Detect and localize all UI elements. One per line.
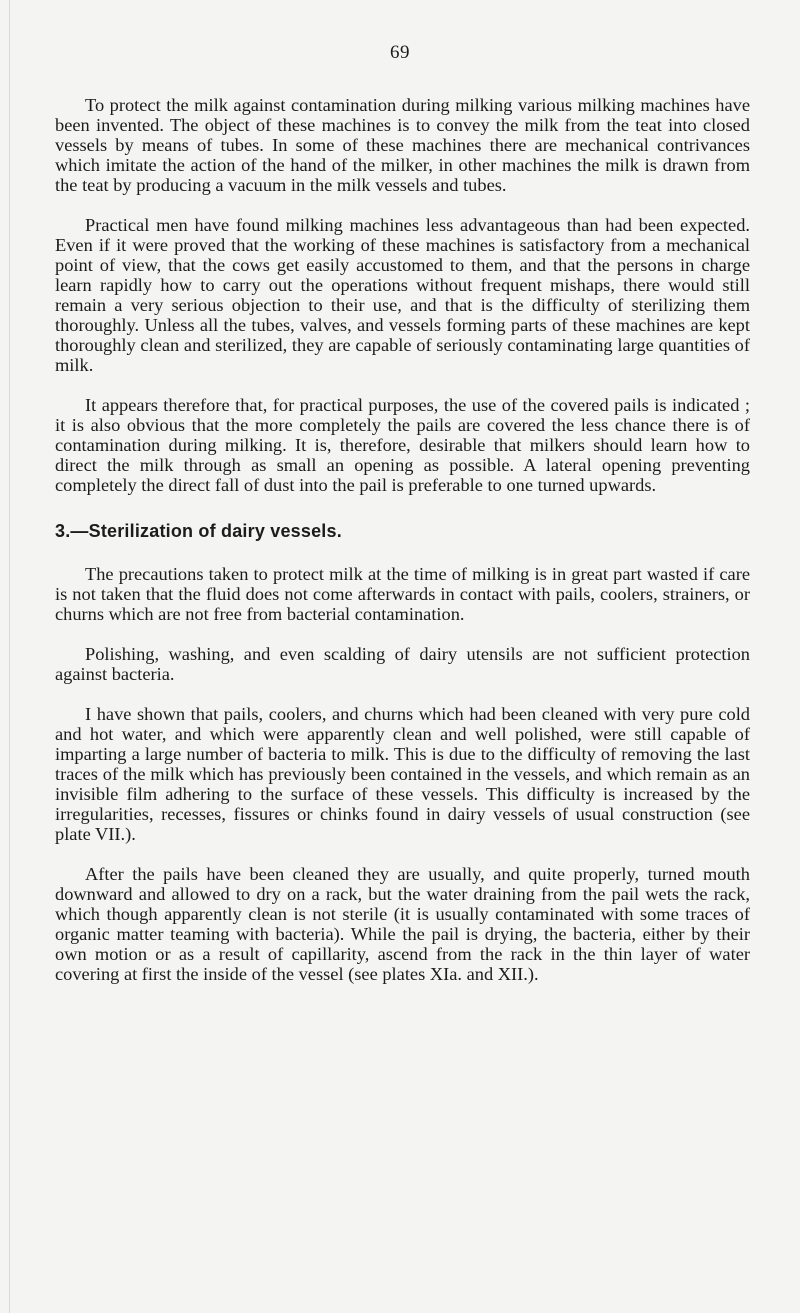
paragraph-drying-rack: After the pails have been cleaned they are usually, and quite properly, turned mouth downward and allowed to dry on a rack, but the water draining from the pail wets the rack, which though apparently clean is not sterile (it is usually contaminated with some traces of organic matter teaming with bacteria). While the pail is drying, the bacteria, either by their own motion or as a result of capillarity, ascend from the rack in the thin layer of water covering at first the inside of the vessel (see plates XIa. and XII.). xyxy=(55,864,750,984)
paragraph-milking-machines: To protect the milk against contamination during milking various milking machines have been invented. The object of these machines is to convey the milk from the teat into closed vessels by means of tubes. In some of these machines there are mechanical contrivances which imitate the action of the hand of the milker, in other machines the milk is drawn from the teat by producing a vacuum in the milk vessels and tubes. xyxy=(55,95,750,195)
body-text xyxy=(55,95,750,984)
paragraph-polishing: Polishing, washing, and even scalding of dairy utensils are not sufficient protection against bacteria. xyxy=(55,644,750,684)
page-number: 69 xyxy=(390,42,410,63)
paragraph-practical-objections: Practical men have found milking machines less advantageous than had been expected. Even if it were proved that the working of these machines is satisfactory from a mechanical point of view, that the cows get easily accustomed to them, and that the persons in charge learn rapidly how to carry out the operations without frequent mishaps, there would still remain a very serious objection to their use, and that is the difficulty of sterilizing them thoroughly. Unless all the tubes, valves, and vessels forming parts of these machines are kept thoroughly clean and sterilized, they are capable of seriously contaminating large quantities of milk. xyxy=(55,215,750,375)
paragraph-precautions: The precautions taken to protect milk at the time of milking is in great part wasted if care is not taken that the fluid does not come afterwards in contact with pails, coolers, strainers, or churns which are not free from bacterial contamination. xyxy=(55,564,750,624)
paragraph-covered-pails: It appears therefore that, for practical purposes, the use of the covered pails is indicated ; it is also obvious that the more completely the pails are covered the less chance there is of contamination during milking. It is, therefore, desirable that milkers should learn how to direct the milk through as small an opening as possible. A lateral opening preventing completely the direct fall of dust into the pail is preferable to one turned upwards. xyxy=(55,395,750,495)
page-edge-line xyxy=(9,0,10,1313)
paragraph-bacteria-film: I have shown that pails, coolers, and churns which had been cleaned with very pure cold and hot water, and which were apparently clean and well polished, were still capable of imparting a large number of bacteria to milk. This is due to the difficulty of removing the last traces of the milk which has previously been contained in the vessels, and which remain as an invisible film adhering to the surface of these vessels. This difficulty is increased by the irregularities, recesses, fissures or chinks found in dairy vessels of usual construction (see plate VII.). xyxy=(55,704,750,844)
section-heading: 3.—Sterilization of dairy vessels. xyxy=(55,521,342,541)
